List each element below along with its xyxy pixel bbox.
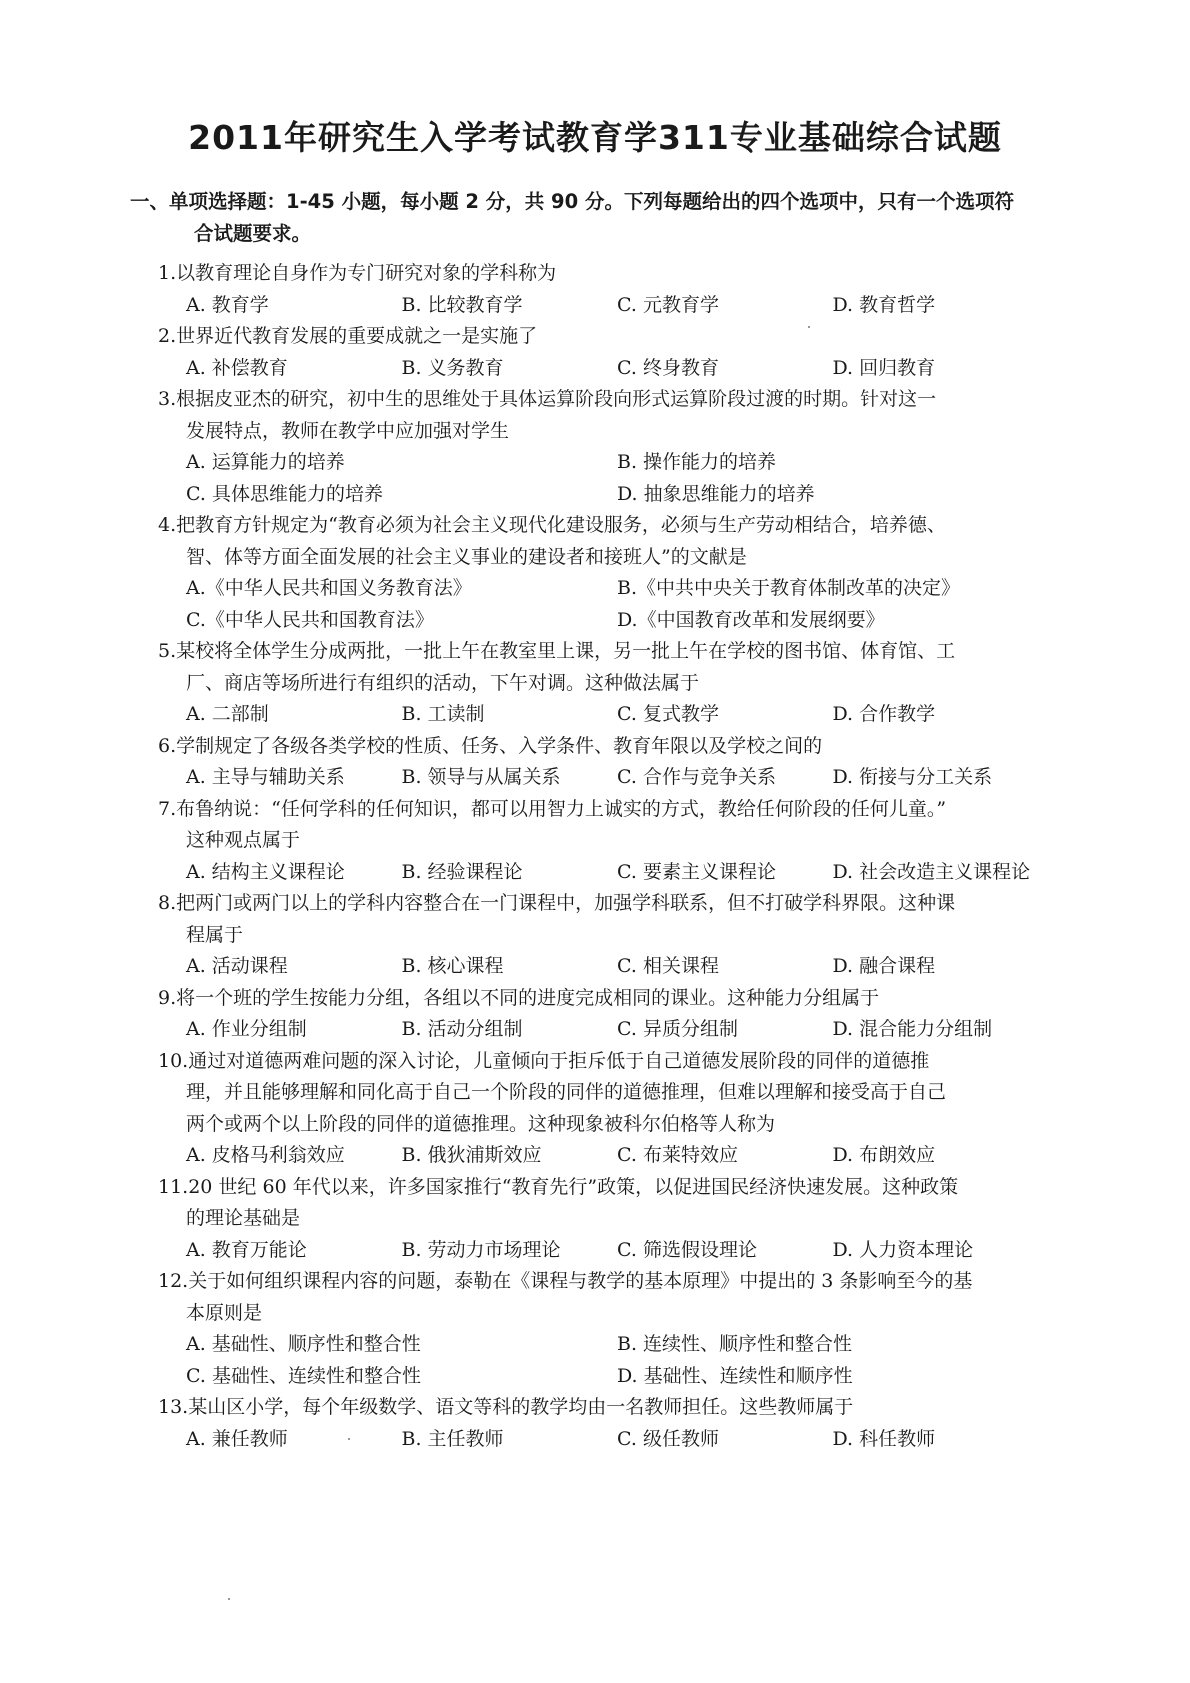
question-number: 13. — [158, 1396, 189, 1418]
question-stem-line: 理，并且能够理解和同化高于自己一个阶段的同伴的道德推理，但难以理解和接受高于自己 — [186, 1081, 947, 1103]
options-row — [158, 605, 1048, 637]
answer-option: D. 抽象思维能力的培养 — [617, 482, 815, 505]
answer-option: B. 活动分组制 — [401, 1018, 523, 1040]
answer-option: A. 教育万能论 — [186, 1238, 307, 1261]
answer-option: D. 衔接与分工关系 — [832, 766, 993, 788]
options-row — [158, 762, 1048, 794]
answer-option: C. 终身教育 — [617, 356, 719, 379]
answer-option: A. 二部制 — [186, 703, 269, 725]
question-stem-line: 学制规定了各级各类学校的性质、任务、入学条件、教育年限以及学校之间的 — [176, 734, 823, 757]
answer-option: D. 科任教师 — [832, 1427, 936, 1450]
options-row — [158, 1329, 1048, 1361]
question-item — [158, 510, 1048, 636]
question-stem-line: 把两门或两门以上的学科内容整合在一门课程中，加强学科联系，但不打破学科界限。这种课 — [176, 892, 956, 914]
answer-option: C. 异质分组制 — [617, 1018, 738, 1040]
question-stem — [158, 258, 1048, 290]
question-stem-line: 本原则是 — [186, 1301, 263, 1324]
question-stem — [158, 794, 1048, 857]
answer-option: B. 领导与从属关系 — [401, 766, 561, 788]
question-stem — [158, 888, 1048, 951]
answer-option: C. 级任教师 — [617, 1427, 719, 1450]
question-stem — [158, 321, 1048, 353]
question-number: 11. — [158, 1175, 189, 1198]
answer-option: D. 合作教学 — [832, 703, 936, 725]
question-stem — [158, 983, 1048, 1015]
question-number: 6. — [158, 734, 177, 757]
answer-option: C. 合作与竞争关系 — [617, 766, 776, 788]
answer-option: B. 核心课程 — [401, 955, 504, 977]
answer-option: A. 皮格马利翁效应 — [186, 1144, 345, 1166]
answer-option: C. 要素主义课程论 — [617, 860, 776, 883]
answer-option: A. 兼任教师 — [186, 1427, 288, 1450]
question-item — [158, 983, 1048, 1046]
scan-speck — [808, 326, 810, 328]
answer-option: A. 结构主义课程论 — [186, 860, 345, 883]
answer-option: A.《中华人民共和国义务教育法》 — [186, 577, 472, 599]
answer-option: B. 义务教育 — [401, 356, 504, 379]
answer-option: B. 俄狄浦斯效应 — [401, 1144, 542, 1166]
answer-option: A. 运算能力的培养 — [186, 451, 345, 473]
answer-option: D. 基础性、连续性和顺序性 — [617, 1364, 853, 1387]
answer-option: B. 经验课程论 — [401, 860, 523, 883]
options-row — [158, 699, 1048, 731]
answer-option: A. 基础性、顺序性和整合性 — [186, 1333, 421, 1355]
answer-option: A. 补偿教育 — [186, 356, 288, 379]
options-row — [158, 573, 1048, 605]
answer-option: D. 教育哲学 — [832, 293, 936, 316]
answer-option: D. 混合能力分组制 — [832, 1018, 993, 1040]
question-stem — [158, 1266, 1048, 1329]
question-stem-line: 把教育方针规定为“教育必须为社会主义现代化建设服务，必须与生产劳动相结合，培养德、 — [176, 514, 946, 536]
question-item — [158, 1172, 1048, 1267]
answer-option: B. 比较教育学 — [401, 293, 523, 316]
question-stem-line: 世界近代教育发展的重要成就之一是实施了 — [176, 325, 538, 347]
question-stem-line: 布鲁纳说：“任何学科的任何知识，都可以用智力上诚实的方式，教给任何阶段的任何儿童。” — [176, 797, 947, 820]
options-row — [158, 1014, 1048, 1046]
answer-option: A. 活动课程 — [186, 955, 288, 977]
scan-speck — [228, 1598, 230, 1600]
question-number: 7. — [158, 797, 177, 820]
answer-option: A. 教育学 — [186, 293, 269, 316]
question-stem-line: 关于如何组织课程内容的问题，泰勒在《课程与教学的基本原理》中提出的 3 条影响至今的基 — [188, 1270, 973, 1292]
question-number: 3. — [158, 388, 177, 410]
answer-option: D. 布朗效应 — [832, 1144, 936, 1166]
question-item — [158, 731, 1048, 794]
answer-option: B. 主任教师 — [401, 1427, 504, 1450]
answer-option: C. 相关课程 — [617, 955, 719, 977]
answer-option: C. 基础性、连续性和整合性 — [186, 1364, 421, 1387]
answer-option: D.《中国教育改革和发展纲要》 — [617, 608, 885, 631]
answer-option: C. 筛选假设理论 — [617, 1238, 757, 1261]
question-number: 4. — [158, 514, 177, 536]
answer-option: D. 融合课程 — [832, 955, 936, 977]
question-stem-line: 这种观点属于 — [186, 829, 301, 851]
question-item — [158, 794, 1048, 889]
options-row — [158, 951, 1048, 983]
question-stem-line: 两个或两个以上阶段的同伴的道德推理。这种现象被科尔伯格等人称为 — [186, 1112, 776, 1135]
question-list — [158, 258, 1048, 1455]
options-row — [158, 1140, 1048, 1172]
scan-speck — [348, 1438, 350, 1440]
answer-option: C. 元教育学 — [617, 293, 719, 316]
answer-option: B. 连续性、顺序性和整合性 — [617, 1333, 853, 1355]
question-item — [158, 888, 1048, 983]
question-stem-line: 厂、商店等场所进行有组织的活动，下午对调。这种做法属于 — [186, 671, 700, 694]
options-row — [158, 1361, 1048, 1393]
answer-option: B. 劳动力市场理论 — [401, 1238, 561, 1261]
question-stem-line: 以教育理论自身作为专门研究对象的学科称为 — [176, 262, 557, 284]
answer-option: B. 操作能力的培养 — [617, 451, 777, 473]
question-stem-line: 通过对道德两难问题的深入讨论，儿童倾向于拒斥低于自己道德发展阶段的同伴的道德推 — [188, 1049, 930, 1072]
answer-option: B.《中共中央关于教育体制改革的决定》 — [617, 577, 961, 599]
question-stem-line: 的理论基础是 — [186, 1207, 301, 1229]
answer-option: C.《中华人民共和国教育法》 — [186, 608, 434, 631]
answer-option: D. 人力资本理论 — [832, 1238, 974, 1261]
section-heading-line-2: 合试题要求。 — [194, 222, 312, 245]
answer-option: D. 社会改造主义课程论 — [832, 860, 1031, 883]
answer-option: A. 主导与辅助关系 — [186, 766, 345, 788]
question-item — [158, 1266, 1048, 1392]
question-number: 10. — [158, 1049, 189, 1072]
question-item — [158, 1046, 1048, 1172]
question-stem-line: 20 世纪 60 年代以来，许多国家推行“教育先行”政策，以促进国民经济快速发展。这种政策 — [188, 1175, 959, 1198]
section-heading — [130, 186, 1048, 250]
question-item — [158, 1392, 1048, 1455]
question-item — [158, 258, 1048, 321]
answer-option: D. 回归教育 — [832, 356, 936, 379]
question-item — [158, 384, 1048, 510]
section-heading-line-1: 一、单项选择题：1-45 小题，每小题 2 分，共 90 分。下列每题给出的四个选项中，只有一个选项符 — [130, 190, 1014, 213]
answer-option: C. 布莱特效应 — [617, 1144, 738, 1166]
question-stem — [158, 636, 1048, 699]
question-stem — [158, 1172, 1048, 1235]
options-row — [158, 447, 1048, 479]
question-stem-line: 根据皮亚杰的研究，初中生的思维处于具体运算阶段向形式运算阶段过渡的时期。针对这一 — [176, 388, 937, 410]
question-stem-line: 将一个班的学生按能力分组，各组以不同的进度完成相同的课业。这种能力分组属于 — [176, 986, 880, 1009]
question-item — [158, 321, 1048, 384]
question-stem — [158, 1046, 1048, 1141]
answer-option: B. 工读制 — [401, 703, 485, 725]
question-stem-line: 某山区小学，每个年级数学、语文等科的教学均由一名教师担任。这些教师属于 — [188, 1396, 854, 1418]
question-stem-line: 发展特点，教师在教学中应加强对学生 — [186, 419, 510, 442]
options-row — [158, 1424, 1048, 1456]
question-number: 9. — [158, 986, 177, 1009]
question-stem — [158, 384, 1048, 447]
question-stem-line: 智、体等方面全面发展的社会主义事业的建设者和接班人”的文献是 — [186, 545, 747, 568]
options-row — [158, 1235, 1048, 1267]
question-number: 12. — [158, 1270, 189, 1292]
page-title: 2011年研究生入学考试教育学311专业基础综合试题 — [188, 118, 1002, 157]
question-stem — [158, 1392, 1048, 1424]
question-stem — [158, 510, 1048, 573]
question-number: 2. — [158, 325, 177, 347]
options-row — [158, 353, 1048, 385]
question-stem-line: 某校将全体学生分成两批，一批上午在教室里上课，另一批上午在学校的图书馆、体育馆、工 — [176, 640, 956, 662]
question-item — [158, 636, 1048, 731]
answer-option: C. 复式教学 — [617, 703, 719, 725]
options-row — [158, 479, 1048, 511]
question-stem-line: 程属于 — [186, 923, 244, 946]
answer-option: C. 具体思维能力的培养 — [186, 482, 383, 505]
options-row — [158, 290, 1048, 322]
question-stem — [158, 731, 1048, 763]
options-row — [158, 857, 1048, 889]
question-number: 5. — [158, 640, 177, 662]
question-number: 8. — [158, 892, 177, 914]
question-number: 1. — [158, 262, 177, 284]
answer-option: A. 作业分组制 — [186, 1018, 307, 1040]
